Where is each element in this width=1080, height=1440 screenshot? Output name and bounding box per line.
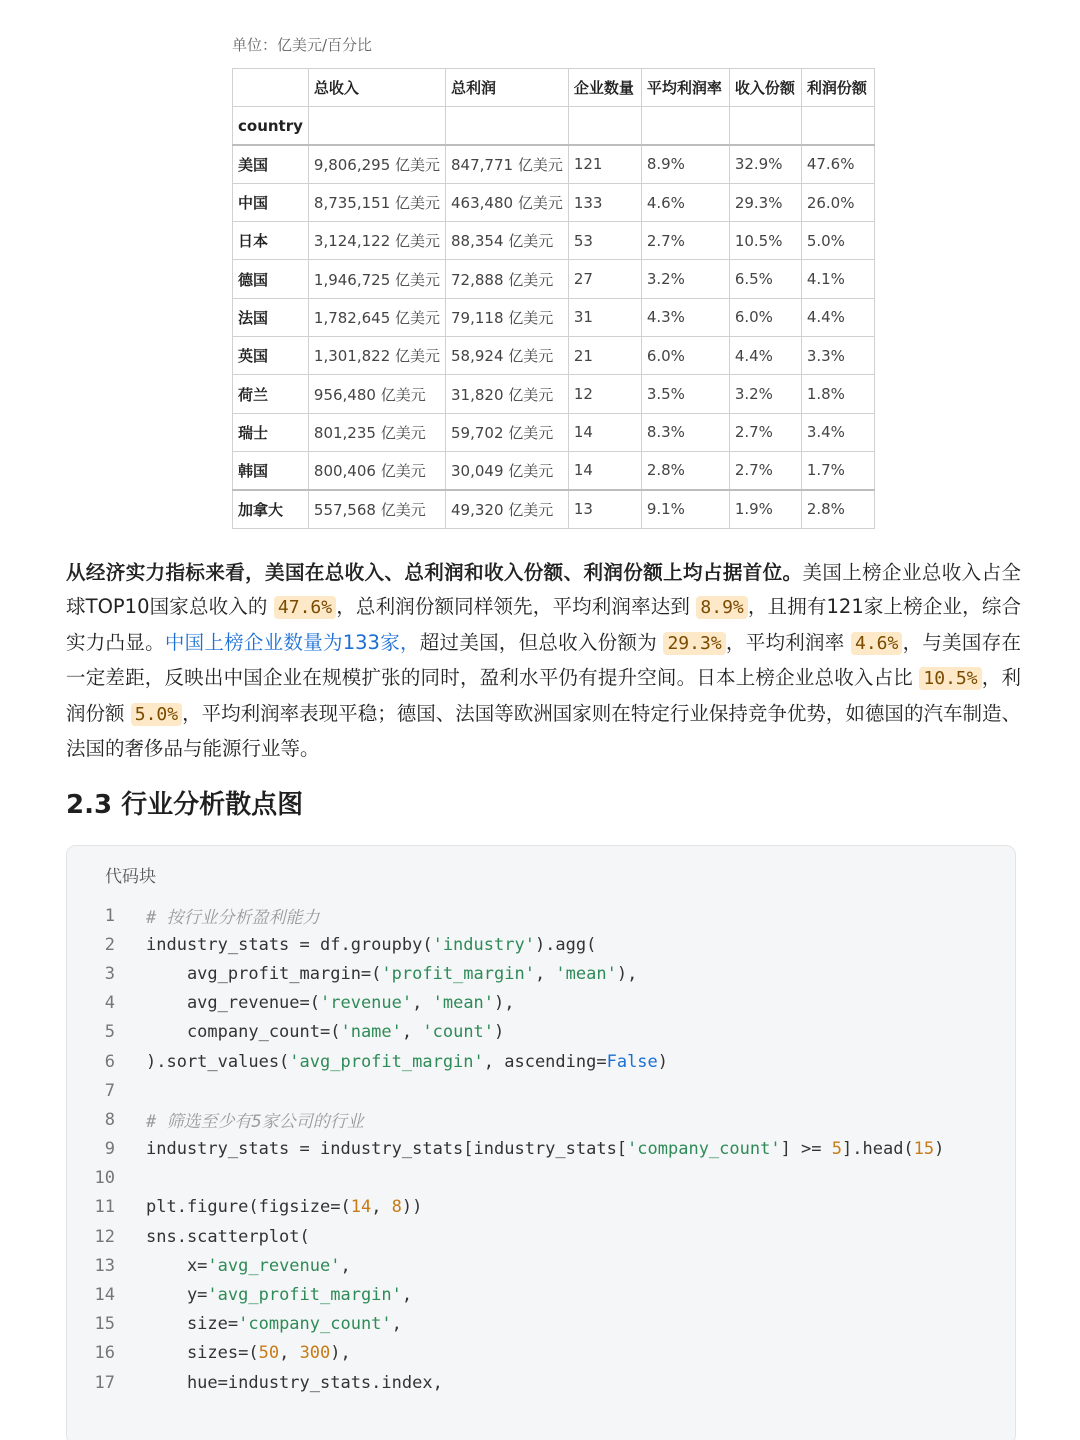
code-line bbox=[67, 1018, 1015, 1047]
paragraph-text: ，利润份额 bbox=[66, 666, 1021, 725]
cell-revenue: 1,946,725 亿美元 bbox=[308, 260, 445, 298]
cell-rev-share: 10.5% bbox=[729, 222, 801, 260]
cell-count: 12 bbox=[568, 375, 641, 413]
line-number: 9 bbox=[104, 1139, 115, 1160]
cell-margin: 8.3% bbox=[641, 413, 729, 451]
code-line bbox=[67, 1280, 1015, 1309]
code-token: sizes=( bbox=[146, 1343, 259, 1364]
code-token: 'revenue' bbox=[320, 993, 413, 1014]
cell-country: 英国 bbox=[233, 337, 309, 375]
code-token: , bbox=[371, 1197, 392, 1218]
cell-profit: 31,820 亿美元 bbox=[446, 375, 569, 413]
code-text bbox=[115, 1373, 1015, 1393]
line-number: 8 bbox=[104, 1109, 115, 1130]
header-revenue: 总收入 bbox=[308, 69, 445, 107]
cell-rev-share: 3.2% bbox=[729, 375, 801, 413]
code-token: ), bbox=[616, 963, 638, 984]
code-token: x= bbox=[146, 1255, 208, 1276]
line-number: 2 bbox=[104, 934, 115, 955]
highlight-value: 47.6% bbox=[274, 596, 336, 619]
section-title: 2.3 行业分析散点图 bbox=[66, 790, 304, 820]
code-text bbox=[115, 903, 1015, 928]
cell-margin: 3.5% bbox=[641, 375, 729, 413]
line-number: 12 bbox=[94, 1226, 115, 1247]
cell-revenue: 800,406 亿美元 bbox=[308, 451, 445, 489]
code-token: , bbox=[412, 993, 433, 1014]
code-token: ), bbox=[330, 1343, 351, 1364]
cell-country: 美国 bbox=[233, 145, 309, 183]
code-block[interactable] bbox=[66, 845, 1016, 1440]
code-line bbox=[67, 1339, 1015, 1368]
cell-margin: 6.0% bbox=[641, 337, 729, 375]
table-row bbox=[233, 260, 875, 298]
unit-note: 单位：亿美元/百分比 bbox=[232, 36, 373, 54]
cell-profit: 847,771 亿美元 bbox=[446, 145, 569, 183]
cell-count: 31 bbox=[568, 298, 641, 336]
code-token: 'industry' bbox=[432, 934, 535, 955]
header-margin: 平均利润率 bbox=[641, 69, 729, 107]
code-token: 'mean' bbox=[555, 963, 617, 984]
code-token: ) bbox=[934, 1139, 945, 1160]
code-token: ), bbox=[494, 993, 515, 1014]
cell-count: 14 bbox=[568, 451, 641, 489]
country-stats-table bbox=[232, 68, 875, 529]
highlight-value: 4.6% bbox=[851, 632, 902, 655]
code-text bbox=[115, 1022, 1015, 1042]
code-token: ) bbox=[494, 1022, 505, 1043]
code-line bbox=[67, 1135, 1015, 1164]
line-number: 6 bbox=[104, 1051, 115, 1072]
code-token: , bbox=[401, 1285, 413, 1306]
paragraph-text: 美国上榜企业总收入占全球TOP10国家总收入的 bbox=[66, 561, 1021, 619]
table-row bbox=[233, 183, 875, 221]
code-token: 'mean' bbox=[432, 993, 495, 1014]
line-number: 4 bbox=[104, 993, 115, 1014]
code-token: 'avg_profit_margin' bbox=[289, 1051, 484, 1072]
code-token: 50 bbox=[258, 1343, 280, 1364]
code-token: avg_profit_margin=( bbox=[146, 963, 382, 984]
cell-country: 荷兰 bbox=[233, 375, 309, 413]
table-row bbox=[233, 222, 875, 260]
paragraph-text: ，平均利润率表现平稳；德国、法国等欧洲国家则在特定行业保持竞争优势，如德国的汽车制造、法国的奢侈品与能源行业等。 bbox=[66, 701, 1021, 761]
code-line bbox=[67, 901, 1015, 930]
cell-rev-share: 6.5% bbox=[729, 260, 801, 298]
code-text bbox=[115, 964, 1015, 984]
code-token: company_count=( bbox=[146, 1022, 341, 1043]
cell-country: 韩国 bbox=[233, 451, 309, 489]
code-line bbox=[67, 1310, 1015, 1339]
code-line bbox=[67, 1047, 1015, 1076]
index-label: country bbox=[233, 107, 309, 145]
code-text bbox=[115, 1052, 1015, 1072]
cell-rev-share: 2.7% bbox=[729, 451, 801, 489]
cell-margin: 9.1% bbox=[641, 490, 729, 528]
code-token: 'company_count' bbox=[627, 1139, 781, 1160]
cell-margin: 3.2% bbox=[641, 260, 729, 298]
line-number: 11 bbox=[94, 1197, 115, 1218]
cell-rev-share: 29.3% bbox=[729, 183, 801, 221]
code-token: 'avg_profit_margin' bbox=[207, 1285, 402, 1306]
cell-rev-share: 1.9% bbox=[729, 490, 801, 528]
cell-country: 日本 bbox=[233, 222, 309, 260]
code-text bbox=[115, 1227, 1015, 1247]
cell-profit: 463,480 亿美元 bbox=[446, 183, 569, 221]
cell-profit: 30,049 亿美元 bbox=[446, 451, 569, 489]
paragraph-text: ，平均利润率 bbox=[725, 630, 845, 654]
header-profit-share: 利润份额 bbox=[801, 69, 874, 107]
code-token: 8 bbox=[391, 1197, 402, 1218]
code-token: 'company_count' bbox=[238, 1314, 392, 1335]
cell-margin: 2.8% bbox=[641, 451, 729, 489]
cell-rev-share: 2.7% bbox=[729, 413, 801, 451]
paragraph-text: ，与美国存在一定差距，反映出中国企业在规模扩张的同时，盈利水平仍有提升空间。日本上榜企业总收入占比 bbox=[66, 630, 1021, 690]
line-number: 15 bbox=[94, 1314, 115, 1335]
cell-rev-share: 6.0% bbox=[729, 298, 801, 336]
code-token: ).sort_values( bbox=[146, 1051, 290, 1072]
header-rev-share: 收入份额 bbox=[729, 69, 801, 107]
table-row bbox=[233, 298, 875, 336]
code-line bbox=[67, 1105, 1015, 1134]
cell-revenue: 1,301,822 亿美元 bbox=[308, 337, 445, 375]
cell-rev-share: 4.4% bbox=[729, 337, 801, 375]
highlight-value: 8.9% bbox=[696, 596, 747, 619]
cell-country: 加拿大 bbox=[233, 490, 309, 528]
line-number: 1 bbox=[104, 905, 115, 926]
code-line bbox=[67, 1251, 1015, 1280]
analysis-paragraph bbox=[66, 556, 1021, 766]
code-line bbox=[67, 1368, 1015, 1397]
line-number: 13 bbox=[94, 1255, 115, 1276]
code-text bbox=[115, 1256, 1015, 1276]
header-count: 企业数量 bbox=[568, 69, 641, 107]
code-token: 'avg_revenue' bbox=[207, 1255, 341, 1276]
code-token: 'name' bbox=[340, 1022, 402, 1043]
cell-profit: 79,118 亿美元 bbox=[446, 298, 569, 336]
cell-count: 13 bbox=[568, 490, 641, 528]
code-token: , bbox=[279, 1343, 300, 1364]
code-token: plt.figure(figsize=( bbox=[146, 1197, 351, 1218]
code-line bbox=[67, 1222, 1015, 1251]
line-number: 3 bbox=[104, 963, 115, 984]
line-number: 5 bbox=[104, 1022, 115, 1043]
cell-profit-share: 3.4% bbox=[801, 413, 874, 451]
cell-profit-share: 4.4% bbox=[801, 298, 874, 336]
header-index bbox=[233, 69, 309, 107]
cell-revenue: 801,235 亿美元 bbox=[308, 413, 445, 451]
table-index-row bbox=[233, 107, 875, 145]
code-token: , bbox=[340, 1255, 351, 1276]
code-token: y= bbox=[146, 1285, 208, 1306]
code-token: industry_stats = industry_stats[industry_stats[ bbox=[146, 1139, 628, 1160]
code-token: , bbox=[534, 963, 556, 984]
header-profit: 总利润 bbox=[446, 69, 569, 107]
cell-profit-share: 26.0% bbox=[801, 183, 874, 221]
code-text bbox=[115, 993, 1015, 1013]
table-row bbox=[233, 337, 875, 375]
cell-profit-share: 2.8% bbox=[801, 490, 874, 528]
code-text bbox=[115, 1139, 1015, 1159]
code-text bbox=[115, 1343, 1015, 1363]
code-token: , bbox=[401, 1022, 423, 1043]
cell-country: 法国 bbox=[233, 298, 309, 336]
line-number: 16 bbox=[94, 1343, 115, 1364]
code-token: 15 bbox=[913, 1139, 935, 1160]
cell-country: 中国 bbox=[233, 183, 309, 221]
cell-count: 27 bbox=[568, 260, 641, 298]
cell-revenue: 8,735,151 亿美元 bbox=[308, 183, 445, 221]
code-token: 'count' bbox=[422, 1022, 495, 1043]
code-token: , bbox=[391, 1314, 402, 1335]
cell-margin: 2.7% bbox=[641, 222, 729, 260]
cell-margin: 4.6% bbox=[641, 183, 729, 221]
table-row bbox=[233, 145, 875, 183]
code-line bbox=[67, 1164, 1015, 1193]
line-number: 10 bbox=[94, 1168, 115, 1189]
cell-profit-share: 1.7% bbox=[801, 451, 874, 489]
table-row bbox=[233, 451, 875, 489]
table-header-row bbox=[233, 69, 875, 107]
line-number: 17 bbox=[94, 1372, 115, 1393]
cell-country: 瑞士 bbox=[233, 413, 309, 451]
highlight-value: 29.3% bbox=[663, 632, 725, 655]
cell-revenue: 3,124,122 亿美元 bbox=[308, 222, 445, 260]
code-block-label: 代码块 bbox=[105, 867, 156, 887]
cell-margin: 8.9% bbox=[641, 145, 729, 183]
code-token: , ascending= bbox=[483, 1051, 607, 1072]
table-row bbox=[233, 413, 875, 451]
code-text bbox=[115, 1285, 1015, 1305]
code-line bbox=[67, 1076, 1015, 1105]
cell-revenue: 1,782,645 亿美元 bbox=[308, 298, 445, 336]
code-token: hue=industry_stats.index, bbox=[146, 1372, 443, 1393]
code-line bbox=[67, 959, 1015, 988]
cell-revenue: 9,806,295 亿美元 bbox=[308, 145, 445, 183]
cell-profit: 88,354 亿美元 bbox=[446, 222, 569, 260]
cell-count: 53 bbox=[568, 222, 641, 260]
code-token: industry_stats = df.groupby( bbox=[146, 934, 433, 955]
paragraph-text: ，且拥有121家上榜企业，综合实力凸显。 bbox=[66, 595, 1021, 654]
cell-profit: 58,924 亿美元 bbox=[446, 337, 569, 375]
cell-profit-share: 1.8% bbox=[801, 375, 874, 413]
cell-count: 21 bbox=[568, 337, 641, 375]
line-number: 14 bbox=[94, 1285, 115, 1306]
code-text bbox=[115, 1107, 1015, 1132]
table-body bbox=[233, 145, 875, 528]
code-token: # 筛选至少有5家公司的行业 bbox=[146, 1112, 364, 1133]
cell-revenue: 557,568 亿美元 bbox=[308, 490, 445, 528]
code-token: avg_revenue=( bbox=[146, 993, 320, 1014]
cell-margin: 4.3% bbox=[641, 298, 729, 336]
cell-count: 133 bbox=[568, 183, 641, 221]
code-token: )) bbox=[401, 1197, 423, 1218]
cell-profit-share: 47.6% bbox=[801, 145, 874, 183]
cell-count: 14 bbox=[568, 413, 641, 451]
code-line bbox=[67, 930, 1015, 959]
code-token: 300 bbox=[299, 1343, 331, 1364]
code-line bbox=[67, 989, 1015, 1018]
cell-profit-share: 3.3% bbox=[801, 337, 874, 375]
cell-revenue: 956,480 亿美元 bbox=[308, 375, 445, 413]
china-count-link[interactable]: 中国上榜企业数量为133家， bbox=[164, 630, 420, 654]
code-lines bbox=[67, 901, 1015, 1397]
code-token: size= bbox=[146, 1314, 239, 1335]
cell-count: 121 bbox=[568, 145, 641, 183]
table-row bbox=[233, 490, 875, 528]
cell-profit: 59,702 亿美元 bbox=[446, 413, 569, 451]
cell-profit: 49,320 亿美元 bbox=[446, 490, 569, 528]
code-token: ] >= bbox=[780, 1139, 832, 1160]
code-text bbox=[115, 1197, 1015, 1217]
highlight-value: 5.0% bbox=[131, 703, 182, 726]
paragraph-text: ，总利润份额同样领先，平均利润率达到 bbox=[336, 595, 691, 619]
code-token: 14 bbox=[350, 1197, 372, 1218]
paragraph-bold-lead: 从经济实力指标来看，美国在总收入、总利润和收入份额、利润份额上均占据首位。 bbox=[66, 561, 803, 584]
code-text bbox=[115, 935, 1015, 955]
code-token: 5 bbox=[831, 1139, 843, 1160]
code-text bbox=[115, 1314, 1015, 1334]
table-row bbox=[233, 375, 875, 413]
code-line bbox=[67, 1193, 1015, 1222]
code-token: # 按行业分析盈利能力 bbox=[146, 908, 320, 929]
cell-profit-share: 4.1% bbox=[801, 260, 874, 298]
code-token: ).agg( bbox=[534, 934, 597, 955]
cell-profit-share: 5.0% bbox=[801, 222, 874, 260]
cell-rev-share: 32.9% bbox=[729, 145, 801, 183]
highlight-value: 10.5% bbox=[919, 667, 981, 690]
code-token: sns.scatterplot( bbox=[146, 1226, 310, 1247]
code-token: False bbox=[606, 1051, 658, 1072]
code-token: ].head( bbox=[842, 1139, 914, 1160]
code-token: ) bbox=[657, 1051, 669, 1072]
line-number: 7 bbox=[104, 1080, 115, 1101]
paragraph-text: 超过美国，但总收入份额为 bbox=[419, 630, 657, 654]
cell-country: 德国 bbox=[233, 260, 309, 298]
cell-profit: 72,888 亿美元 bbox=[446, 260, 569, 298]
code-token: 'profit_margin' bbox=[381, 963, 535, 984]
